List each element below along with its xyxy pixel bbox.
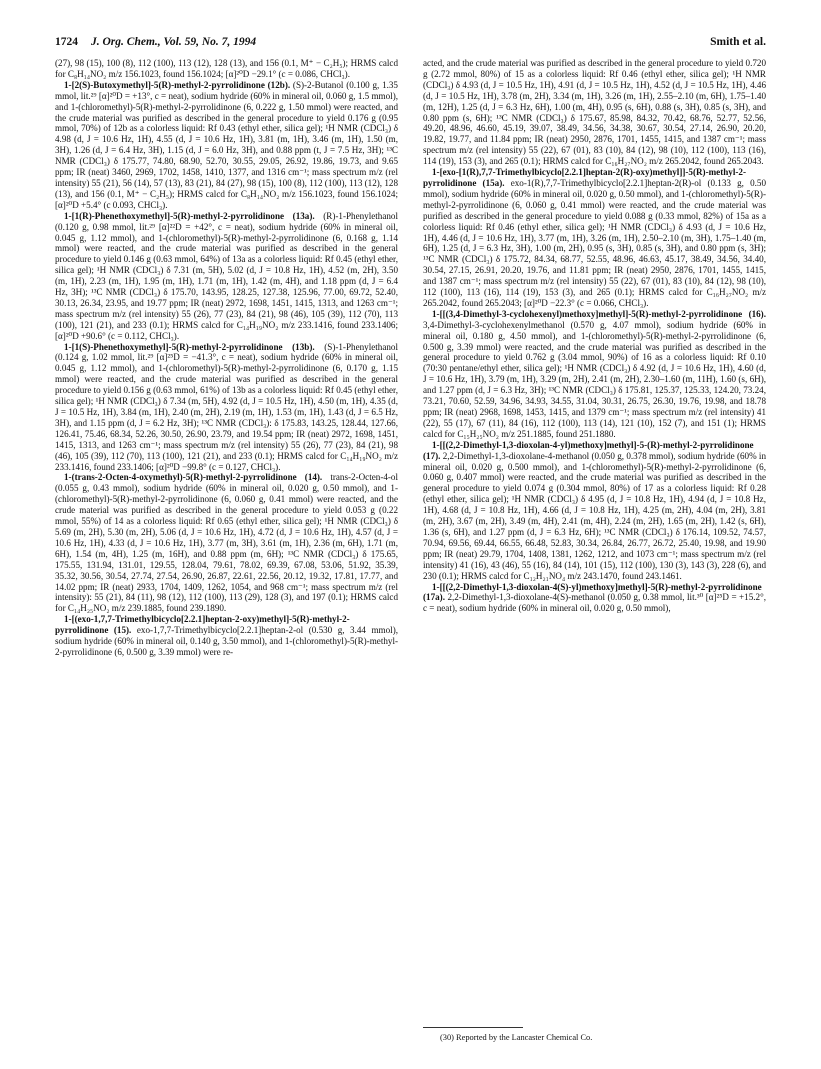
paragraph-body: (27), 98 (15), 100 (8), 112 (100), 113 (12), 128 (13), and 156 (0.1, M⁺ − C₂H₅); HRMS calcd for C₈H₁₄NO₂ m/z 156.1023, found 156.1024; [α]²⁰D −29.1° (c = 0.086, CHCl₃). xyxy=(55,58,398,79)
compound-heading: 1-[[(3,4-Dimethyl-3-cyclohexenyl)methoxy]methyl]-5(R)-methyl-2-pyrrolidinone (16). xyxy=(432,308,766,319)
paragraph-body: (S)-2-Butanol (0.100 g, 1.35 mmol, lit.²⁹ [α]²⁰D = +13°, c = neat), sodium hydride (60% in mineral oil, 0.060 g, 1.5 mmol), and 1-(chloromethyl)-5(R)-methyl-2-pyrrolidinone (6, 0.222 g, 1.50 mmol) were reacted, and the crude material was purified as described in the general procedure to yield 0.176 g (0.95 mmol, 70%) of 12b as a colorless liquid: Rf 0.43 (ethyl ether, silica gel); ¹H NMR (CDCl₃) δ 4.98 (d, J = 10.6 Hz, 1H), 4.55 (d, J = 10.6 Hz, 1H), 3.81 (m, 1H), 3.46 (m, 1H), 1.50 (m, 3H), 1.26 (d, J = 6.4 Hz, 3H), 1.15 (d, J = 6.0 Hz, 3H), and 0.88 ppm (t, J = 7.5 Hz, 3H); ¹³C NMR (CDCl₃) δ 175.77, 74.80, 68.90, 52.70, 30.55, 29.05, 26.92, 19.86, 19.73, and 9.65 ppm; IR (neat) 3460, 2969, 1702, 1458, 1410, 1377, and 1316 cm⁻¹; mass spectrum m/z (rel intensity) 55 (21), 56 (14), 57 (13), 83 (21), 84 (27), 98 (15), 100 (8), 112 (100), 113 (12), 128 (13), and 156 (0.1, M⁺ − C₂H₅); HRMS calcd for C₈H₁₄NO₂ m/z 156.1023, found 156.1024; [α]²⁰D +5.4° (c 0.093, CHCl₃). xyxy=(55,79,398,210)
paragraph-body: 2,2-Dimethyl-1,3-dioxolane-4-methanol (0.050 g, 0.378 mmol), sodium hydride (60% in mineral oil, 0.020 g, 0.500 mmol), and 1-(chloromethyl)-5(R)-methyl-2-pyrrolidinone (6, 0.060 g, 0.407 mmol) were reacted, and the crude material was purified as described in the general procedure to yield 0.074 g (0.304 mmol, 80%) of 17 as a colorless liquid: Rf 0.28 (ethyl ether, silica gel); ¹H NMR (CDCl₃) δ 4.95 (d, J = 10.8 Hz, 1H), 4.94 (d, J = 10.8 Hz, 1H), 4.68 (d, J = 10.8 Hz, 1H), 4.66 (d, J = 10.8 Hz, 1H), 4.25 (m, 2H), 4.04 (m, 2H), 3.81 (m, 2H), 3.67 (m, 2H), 3.49 (m, 4H), 2.41 (m, 4H), 2.24 (m, 2H), 1.65 (m, 2H), 1.42 (s, 6H), 1.36 (s, 6H), and 1.27 ppm (d, J = 6.3 Hz, 6H); ¹³C NMR (CDCl₃) δ 176.14, 109.52, 74.57, 70.94, 69.56, 69.44, 66.55, 66.48, 52.83, 30.34, 26.84, 26.77, 26.72, 25.40, 19.98, and 19.90 ppm; IR (neat) 29.79, 1704, 1408, 1381, 1262, 1212, and 1073 cm⁻¹; mass spectrum m/z (rel intensity) 41 (16), 43 (46), 55 (16), 84 (14), 101 (15), 112 (100), 130 (3), 143 (3), 228 (6), and 230 (0.1); HRMS calcd for C₁₂H₂₁NO₄ m/z 243.1470, found 243.1461. xyxy=(423,450,766,581)
left-column xyxy=(55,58,398,658)
paragraph-body: exo-1,7,7-Trimethylbicyclo[2.2.1]heptan-2-ol (0.530 g, 3.44 mmol), sodium hydride (60% in mineral oil, 0.140 g, 3.50 mmol), and 1-(chloromethyl)-5(R)-methyl-2-pyrrolidinone (6, 0.500 g, 3.39 mmol) were re- xyxy=(55,625,399,657)
paragraph-body: (R)-1-Phenylethanol (0.120 g, 0.98 mmol, lit.²⁹ [α]²²D = +42°, c = neat), sodium hydride (60% in mineral oil, 0.045 g, 1.12 mmol), and 1-(chloromethyl)-5(R)-methyl-2-pyrrolidinone (6, 0.168 g, 1.14 mmol) were reacted, and the crude material was purified as described in the general procedure to yield 0.146 g (0.63 mmol, 64%) of 13a as a colorless liquid: Rf 0.45 (ethyl ether, silica gel); ¹H NMR (CDCl₃) δ 7.31 (m, 5H), 5.02 (d, J = 10.8 Hz, 1H), 4.52 (m, 2H), 3.50 (m, 1H), 2.23 (m, 1H), 1.95 (m, 1H), 1.71 (m, 1H), 1.42 (m, 4H), and 1.18 ppm (d, J = 6.4 Hz, 3H); ¹³C NMR (CDCl₃) δ 175.70, 143.95, 128.25, 127.38, 125.96, 77.00, 69.72, 52.40, 30.13, 26.34, 23.95, and 19.77 ppm; IR (neat) 2972, 1698, 1451, 1415, 1313, and 1263 cm⁻¹; mass spectrum m/z (rel intensity) 55 (26), 77 (23), 84 (21), 98 (46), 105 (39), 112 (70), 113 (100), 121 (21), and 233 (0.1); HRMS calcd for C₁₄H₁₉NO₂ m/z 233.1416, found 233.1406; [α]²⁰D +90.6° (c = 0.112, CHCl₃). xyxy=(55,210,398,341)
journal-citation: J. Org. Chem., Vol. 59, No. 7, 1994 xyxy=(91,36,257,48)
paragraph xyxy=(55,80,398,211)
compound-heading: 1-[exo-[1(R),7,7-Trimethylbicyclo[2.2.1]heptan-2(R)-oxy)methyl]]-5(R)-methyl-2-pyrrolidinone (15a). xyxy=(423,167,746,188)
paragraph-body: exo-1(R),7,7-Trimethylbicyclo[2.2.1]heptan-2(R)-ol (0.133 g, 0.50 mmol), sodium hydride (60% in mineral oil, 0.020 g, 0.50 mmol), and 1-(chloromethyl)-5(R)-methyl-2-pyrrolidinone (6, 0.060 g, 0.41 mmol) were reacted, and the crude material was purified as described in the general procedure to yield 0.088 g (0.33 mmol, 82%) of 15a as a colorless liquid: Rf 0.46 (ethyl ether, silica gel); ¹H NMR (CDCl₃) δ 4.93 (d, J = 10.6 Hz, 1H), 4.46 (d, J = 10.6 Hz, 1H), 3.77 (m, 1H), 3.26 (m, 1H), 2.50–2.10 (m, 3H), 1.75–1.40 (m, 6H), 1.25 (d, J = 6.3 Hz, 3H), 1.00 (m, 2H), 0.95 (s, 3H), 0.85 (s, 3H), and 0.80 ppm (s, 3H); ¹³C NMR (CDCl₃) δ 175.72, 84.34, 68.77, 52.55, 48.96, 46.63, 45.17, 38.49, 34.56, 34.40, 30.54, 27.15, 26.91, 20.20, 19.76, and 11.81 ppm; IR (neat) 2950, 2876, 1701, 1455, 1415, and 1387 cm⁻¹; mass spectrum m/z (rel intensity) 55 (22), 67 (01), 83 (10), 84 (12), 98 (10), 112 (100), 113 (16), 114 (19), 153 (3), and 265 (0.1); HRMS calcd for C₁₆H₂₇NO₂ m/z 265.2042, found 265.2043; [α]²⁰D −22.3° (c = 0.066, CHCl₃). xyxy=(423,177,766,308)
paragraph xyxy=(423,582,766,615)
compound-heading: 1-[[(2,2-Dimethyl-1,3-dioxolan-4-yl)methoxy]methyl]-5-(R)-methyl-2-pyrrolidinone (17). xyxy=(423,439,754,461)
paragraph xyxy=(423,167,766,309)
paragraph-body: trans-2-Octen-4-ol (0.055 g, 0.43 mmol), sodium hydride (60% in mineral oil, 0.020 g, 0.50 mmol), and 1-(chloromethyl)-5(R)-methyl-2-pyrrolidinone (6, 0.060 g, 0.41 mmol) were reacted, and the crude material was purified as described in the general procedure to yield 0.053 g (0.22 mmol, 55%) of 14 as a colorless liquid: Rf 0.65 (ethyl ether, silica gel); ¹H NMR (CDCl₃) δ 5.69 (m, 2H), 5.30 (m, 2H), 5.06 (d, J = 10.6 Hz, 1H), 4.72 (d, J = 10.6 Hz, 1H), 4.57 (d, J = 10.6 Hz, 1H), 4.33 (d, J = 10.6 Hz, 1H), 3.77 (m, 3H), 3.61 (m, 1H), 2.36 (m, 6H), 1.71 (m, 6H), 1.54 (m, 4H), 1.25 (m, 16H), and 0.88 ppm (m, 6H); ¹³C NMR (CDCl₃) δ 175.65, 175.55, 131.94, 131.01, 129.55, 128.04, 79.61, 78.02, 69.39, 67.08, 53.06, 51.92, 35.39, 35.32, 30.56, 30.54, 27.74, 27.54, 26.90, 26.87, 22.61, 22.56, 20.12, 19.32, 17.81, 17.77, and 14.02 ppm; IR (neat) 2933, 1704, 1409, 1262, 1054, and 968 cm⁻¹; mass spectrum m/z (rel intensity): 55 (21), 84 (11), 98 (12), 112 (100), 113 (29), 128 (3), and 197 (0.1); HRMS calcd for C₁₄H₂₅NO₂ m/z 239.1885, found 239.1890. xyxy=(55,472,398,614)
paragraph-body: acted, and the crude material was purified as described in the general procedure to yield 0.720 g (2.72 mmol, 80%) of 15 as a colorless liquid: Rf 0.46 (ethyl ether, silica gel); ¹H NMR (CDCl₃) δ 4.93 (d, J = 10.5 Hz, 1H), 4.91 (d, J = 10.5 Hz, 1H), 4.52 (d, J = 10.5 Hz, 1H), 4.46 (d, J = 10.5 Hz, 1H), 3.78 (m, 2H), 3.34 (m, 1H), 3.26 (m, 1H), 2.55–2.10 (m, 6H), 1.75–1.40 (m, 12H), 1.25 (d, J = 6.3 Hz, 6H), 1.00 (m, 4H), 0.95 (s, 6H), 0.88 (s, 3H), 0.85 (s, 3H), and 0.80 ppm (s, 6H); ¹³C NMR (CDCl₃) δ 175.67, 85.98, 84.32, 70.42, 68.76, 52.77, 52.56, 49.20, 48.96, 46.60, 45.19, 39.07, 38.49, 34.56, 34.38, 30.67, 30.54, 27.14, 26.90, 20.20, 19.82, 19.77, and 11.84 ppm; IR (neat) 2950, 2876, 1701, 1455, 1415, and 1387 cm⁻¹; mass spectrum m/z (rel intensity) 55 (22), 67 (01), 83 (10), 84 (12), 98 (10), 112 (100), 113 (16), 114 (19), 153 (3), and 265 (0.1); HRMS calcd for C₁₆H₂₇NO₂ m/z 265.2042, found 265.2043. xyxy=(423,58,766,167)
paragraph xyxy=(55,342,398,473)
compound-heading: 1-[2(S)-Butoxymethyl]-5(R)-methyl-2-pyrrolidinone (12b). xyxy=(64,79,291,90)
paragraph-body: (S)-1-Phenylethanol (0.124 g, 1.02 mmol, lit.²⁹ [α]²⁵D = −41.3°, c = neat), sodium hydride (60% in mineral oil, 0.045 g, 1.12 mmol), and 1-(chloromethyl)-5(R)-methyl-2-pyrrolidinone (6, 0.170 g, 1.15 mmol) were reacted, and the crude material was purified as described in the general procedure to yield 0.156 g (0.63 mmol, 61%) of 13b as a colorless liquid: Rf 0.45 (ethyl ether, silica gel); ¹H NMR (CDCl₃) δ 7.34 (m, 5H), 4.92 (d, J = 10.5 Hz, 1H), 4.50 (m, 1H), 4.35 (d, J = 10.5 Hz, 1H), 3.84 (m, 1H), 2.40 (m, 2H), 2.19 (m, 1H), 1.53 (m, 1H), 1.43 (d, J = 6.5 Hz, 3H), and 1.15 ppm (d, J = 6.2 Hz, 3H); ¹³C NMR (CDCl₃): δ 175.83, 143.25, 128.44, 127.66, 126.41, 75.46, 68.34, 52.26, 30.50, 26.90, 23.79, and 19.54 ppm; IR (neat) 2972, 1698, 1451, 1415, 1313, and 1263 cm⁻¹; mass spectrum m/z (rel intensity) 55 (26), 77 (23), 84 (21), 98 (46), 105 (39), 112 (70), 113 (100), 121 (21), and 233 (0.1); HRMS calcd for C₁₄H₁₉NO₂ m/z 233.1416, found 233.1406; [α]²⁰D −99.8° (c = 0.127, CHCl₃). xyxy=(55,341,398,472)
footnote: (30) Reported by the Lancaster Chemical Co. xyxy=(440,1033,593,1042)
paragraph-body: 2,2-Dimethyl-1,3-dioxolane-4(S)-methanol (0.050 g, 0.38 mmol, lit.³⁰ [α]²⁵D = +15.2°, c = neat), sodium hydride (60% in mineral oil, 0.020 g, 0.50 mmol), xyxy=(423,592,766,614)
compound-heading: 1-(trans-2-Octen-4-oxymethyl)-5(R)-methyl-2-pyrrolidinone (14). xyxy=(64,472,323,483)
paragraph xyxy=(55,472,398,614)
running-header xyxy=(55,36,766,52)
paragraph xyxy=(423,58,766,167)
compound-heading: 1-[1(R)-Phenethoxymethyl]-5(R)-methyl-2-pyrrolidinone (13a). xyxy=(64,210,315,221)
running-authors: Smith et al. xyxy=(710,36,766,48)
page-number: 1724 xyxy=(55,36,78,48)
paragraph xyxy=(55,614,398,658)
right-column xyxy=(423,58,766,614)
compound-heading: 1-[[(2,2-Dimethyl-1,3-dioxolan-4(S)-yl)methoxy]methyl]-5(R)-methyl-2-pyrrolidinone (17a). xyxy=(423,581,762,603)
compound-heading: 1-[(exo-1,7,7-Trimethylbicyclo[2.2.1]heptan-2-oxy)methyl]-5(R)-methyl-2-pyrrolidinone (15). xyxy=(55,614,350,636)
paragraph xyxy=(423,440,766,582)
paragraph xyxy=(55,211,398,342)
paragraph xyxy=(423,309,766,440)
footnote-rule xyxy=(423,1027,523,1028)
compound-heading: 1-[1(S)-Phenethoxymethyl]-5(R)-methyl-2-pyrrolidinone (13b). xyxy=(64,341,315,352)
paragraph xyxy=(55,58,398,80)
paragraph-body: 3,4-Dimethyl-3-cyclohexenylmethanol (0.570 g, 4.07 mmol), sodium hydride (60% in mineral oil, 0.180 g, 4.50 mmol), and 1-(chloromethyl)-5(R)-methyl-2-pyrrolidinone (6, 0.500 g, 3.39 mmol) were reacted, and the crude material was purified as described in the general procedure to yield 0.762 g (3.04 mmol, 90%) of 16 as a colorless liquid: Rf 0.10 (70:30 pentane/ethyl ether, silica gel); ¹H NMR (CDCl₃) δ 4.92 (d, J = 10.6 Hz, 1H), 4.60 (d, J = 10.6 Hz, 1H), 3.79 (m, 1H), 3.29 (m, 2H), 2.41 (m, 2H), 2.30–1.60 (m, 11H), 1.60 (s, 6H), and 1.27 ppm (d, J = 6.3 Hz, 3H); ¹³C NMR (CDCl₃) δ 175.81, 125.37, 125.33, 124.20, 73.24, 73.21, 70.60, 52.59, 34.96, 34.93, 34.55, 31.04, 30.31, 26.75, 26.30, 19.76, 19.98, and 18.78 ppm; IR (neat) 2968, 1698, 1453, 1415, and 1379 cm⁻¹; mass spectrum m/z (rel intensity) 41 (22), 55 (17), 67 (11), 84 (16), 112 (100), 113 (14), 121 (10), 152 (7), and 151 (1); HRMS calcd for C₁₅H₂₅NO₂ m/z 251.1885, found 251.1880. xyxy=(423,319,766,439)
